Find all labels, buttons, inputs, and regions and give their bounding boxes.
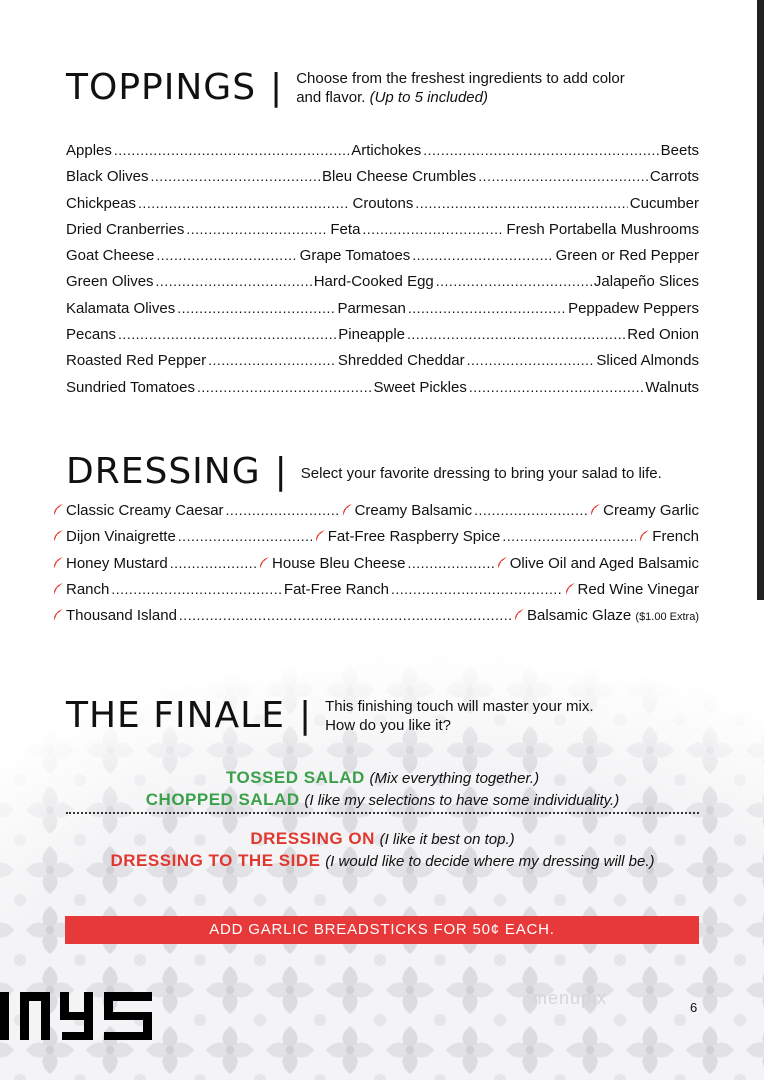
leaf-icon [496, 556, 509, 570]
topping-item: Chickpeas [66, 194, 137, 212]
brand-logo [0, 990, 160, 1047]
dressing-label: Creamy Garlic [603, 502, 699, 519]
dotted-divider [66, 812, 699, 816]
list-item [66, 142, 699, 168]
dressing-label: Creamy Balsamic [354, 502, 473, 519]
dressing-label: Balsamic Glaze [527, 607, 632, 625]
finale-desc-line2: How do you like it? [325, 717, 451, 734]
dressing-label: Thousand Island [66, 607, 177, 625]
list-item [66, 326, 699, 352]
leaf-icon [564, 582, 577, 596]
page-number: 6 [690, 1000, 698, 1015]
chopped-note: (I like my selections to have some individuality.) [304, 791, 620, 809]
topping-item: Sliced Almonds [596, 352, 699, 370]
list-item [66, 247, 699, 273]
toppings-desc-main: Choose from the freshest ingredients to add color and flavor. [296, 70, 625, 106]
topping-item: Peppadew Peppers [568, 299, 699, 317]
dressing-label: Fat-Free Ranch [283, 580, 389, 598]
dressing-item [638, 528, 699, 545]
topping-item: Sweet Pickles [373, 378, 467, 396]
topping-item: Parmesan [337, 299, 406, 317]
finale-header [66, 696, 594, 736]
finale-description [325, 696, 593, 735]
chopped-label: CHOPPED SALAD [145, 789, 300, 809]
list-item [66, 352, 699, 378]
dressing-item [513, 607, 699, 624]
dressing-label: French [652, 528, 699, 546]
tossed-label: TOSSED SALAD [225, 768, 365, 787]
dressing-item [52, 528, 176, 545]
topping-item: Pecans [66, 326, 117, 344]
dressing-side-note: (I would like to decide where my dressing will be.) [325, 852, 655, 870]
dressing-on-note: (I like it best on top.) [379, 831, 515, 848]
toppings-title: TOPPINGS [66, 67, 257, 108]
toppings-description [296, 68, 626, 107]
list-item [52, 581, 699, 607]
topping-item: Cucumber [629, 194, 699, 212]
dressing-label: Dijon Vinaigrette [66, 528, 176, 546]
leaf-icon [52, 503, 65, 517]
finale-title: THE FINALE [66, 695, 285, 736]
topping-item: Pineapple [338, 326, 406, 344]
topping-item: Dried Cranberries [66, 220, 185, 238]
dressing-item [589, 502, 699, 519]
topping-item: Beets [660, 142, 699, 159]
dressing-item [314, 528, 501, 545]
list-item [66, 273, 699, 299]
topping-item: Carrots [649, 168, 699, 186]
dressing-side-option [66, 851, 699, 873]
salad-style-options [66, 768, 699, 811]
leaf-icon [341, 503, 354, 517]
dressing-label: Honey Mustard [66, 554, 168, 572]
dressing-item [52, 607, 177, 624]
topping-item: Roasted Red Pepper [66, 352, 207, 370]
leaf-icon [52, 556, 65, 570]
leaf-icon [52, 529, 65, 543]
list-item [66, 300, 699, 326]
leaf-icon [314, 529, 327, 543]
dressing-item [258, 555, 405, 572]
topping-item: Croutons [352, 194, 414, 212]
dressing-on-option [66, 829, 699, 851]
leaf-icon [258, 556, 271, 570]
list-item [52, 528, 699, 554]
dressing-item [341, 502, 473, 519]
dressing-on-label: DRESSING ON [250, 829, 375, 848]
leaf-icon [589, 503, 602, 517]
leaf-icon [52, 608, 65, 622]
topping-item: Feta [330, 220, 361, 238]
tossed-note: (Mix everything together.) [369, 770, 540, 787]
chopped-option [66, 790, 699, 812]
list-item [66, 195, 699, 221]
dressing-item [52, 581, 109, 598]
topping-item: Grape Tomatoes [299, 247, 411, 265]
breadsticks-banner: ADD GARLIC BREADSTICKS FOR 50¢ EACH. [65, 916, 699, 944]
list-item [52, 502, 699, 528]
dressing-label: Olive Oil and Aged Balsamic [509, 554, 699, 572]
topping-item: Hard-Cooked Egg [313, 273, 434, 291]
dressing-list [52, 502, 699, 633]
dressing-label: Fat-Free Raspberry Spice [327, 528, 501, 546]
dressing-label: House Bleu Cheese [272, 554, 406, 572]
leaf-icon [638, 529, 651, 543]
list-item [66, 221, 699, 247]
dressing-item [52, 502, 224, 519]
dressing-header [66, 452, 662, 492]
dressing-side-label: DRESSING TO THE SIDE [110, 850, 321, 870]
extra-charge-note: ($1.00 Extra) [635, 611, 699, 624]
topping-item: Walnuts [645, 378, 699, 396]
title-divider: | [270, 67, 283, 108]
dressing-item [564, 581, 699, 598]
topping-item: Fresh Portabella Mushrooms [506, 220, 699, 238]
topping-item: Kalamata Olives [66, 299, 176, 317]
leaf-icon [513, 608, 526, 622]
toppings-header [66, 68, 626, 108]
tossed-option [66, 768, 699, 790]
dressing-description: Select your favorite dressing to bring your salad to life. [300, 465, 662, 482]
dressing-label: Classic Creamy Caesar [66, 502, 224, 519]
topping-item: Bleu Cheese Crumbles [322, 168, 477, 186]
topping-item: Red Onion [627, 326, 699, 344]
list-item [52, 607, 699, 633]
topping-item: Goat Cheese [66, 247, 155, 265]
dressing-label: Red Wine Vinegar [577, 580, 699, 598]
finale-desc-line1: This finishing touch will master your mix. [325, 698, 594, 715]
dressing-item [52, 555, 168, 572]
toppings-list [66, 142, 699, 405]
list-item [66, 379, 699, 405]
dressing-item [284, 581, 389, 598]
title-divider: | [298, 695, 312, 736]
topping-item: Sundried Tomatoes [66, 378, 195, 396]
dressing-label: Ranch [66, 580, 110, 598]
topping-item: Artichokes [351, 142, 422, 159]
topping-item: Green Olives [66, 273, 154, 291]
toppings-desc-note: (Up to 5 included) [369, 89, 488, 106]
title-divider: | [274, 451, 287, 492]
topping-item: Black Olives [66, 168, 149, 186]
list-item [52, 555, 699, 581]
leaf-icon [52, 582, 65, 596]
list-item [66, 168, 699, 194]
dressing-item [496, 555, 699, 572]
dressing-title: DRESSING [66, 451, 261, 492]
topping-item: Jalapeño Slices [593, 273, 699, 291]
dressing-placement-options [66, 829, 699, 872]
topping-item: Apples [66, 142, 112, 159]
watermark: menupix [532, 988, 608, 1008]
topping-item: Green or Red Pepper [555, 247, 699, 265]
topping-item: Shredded Cheddar [337, 352, 465, 370]
